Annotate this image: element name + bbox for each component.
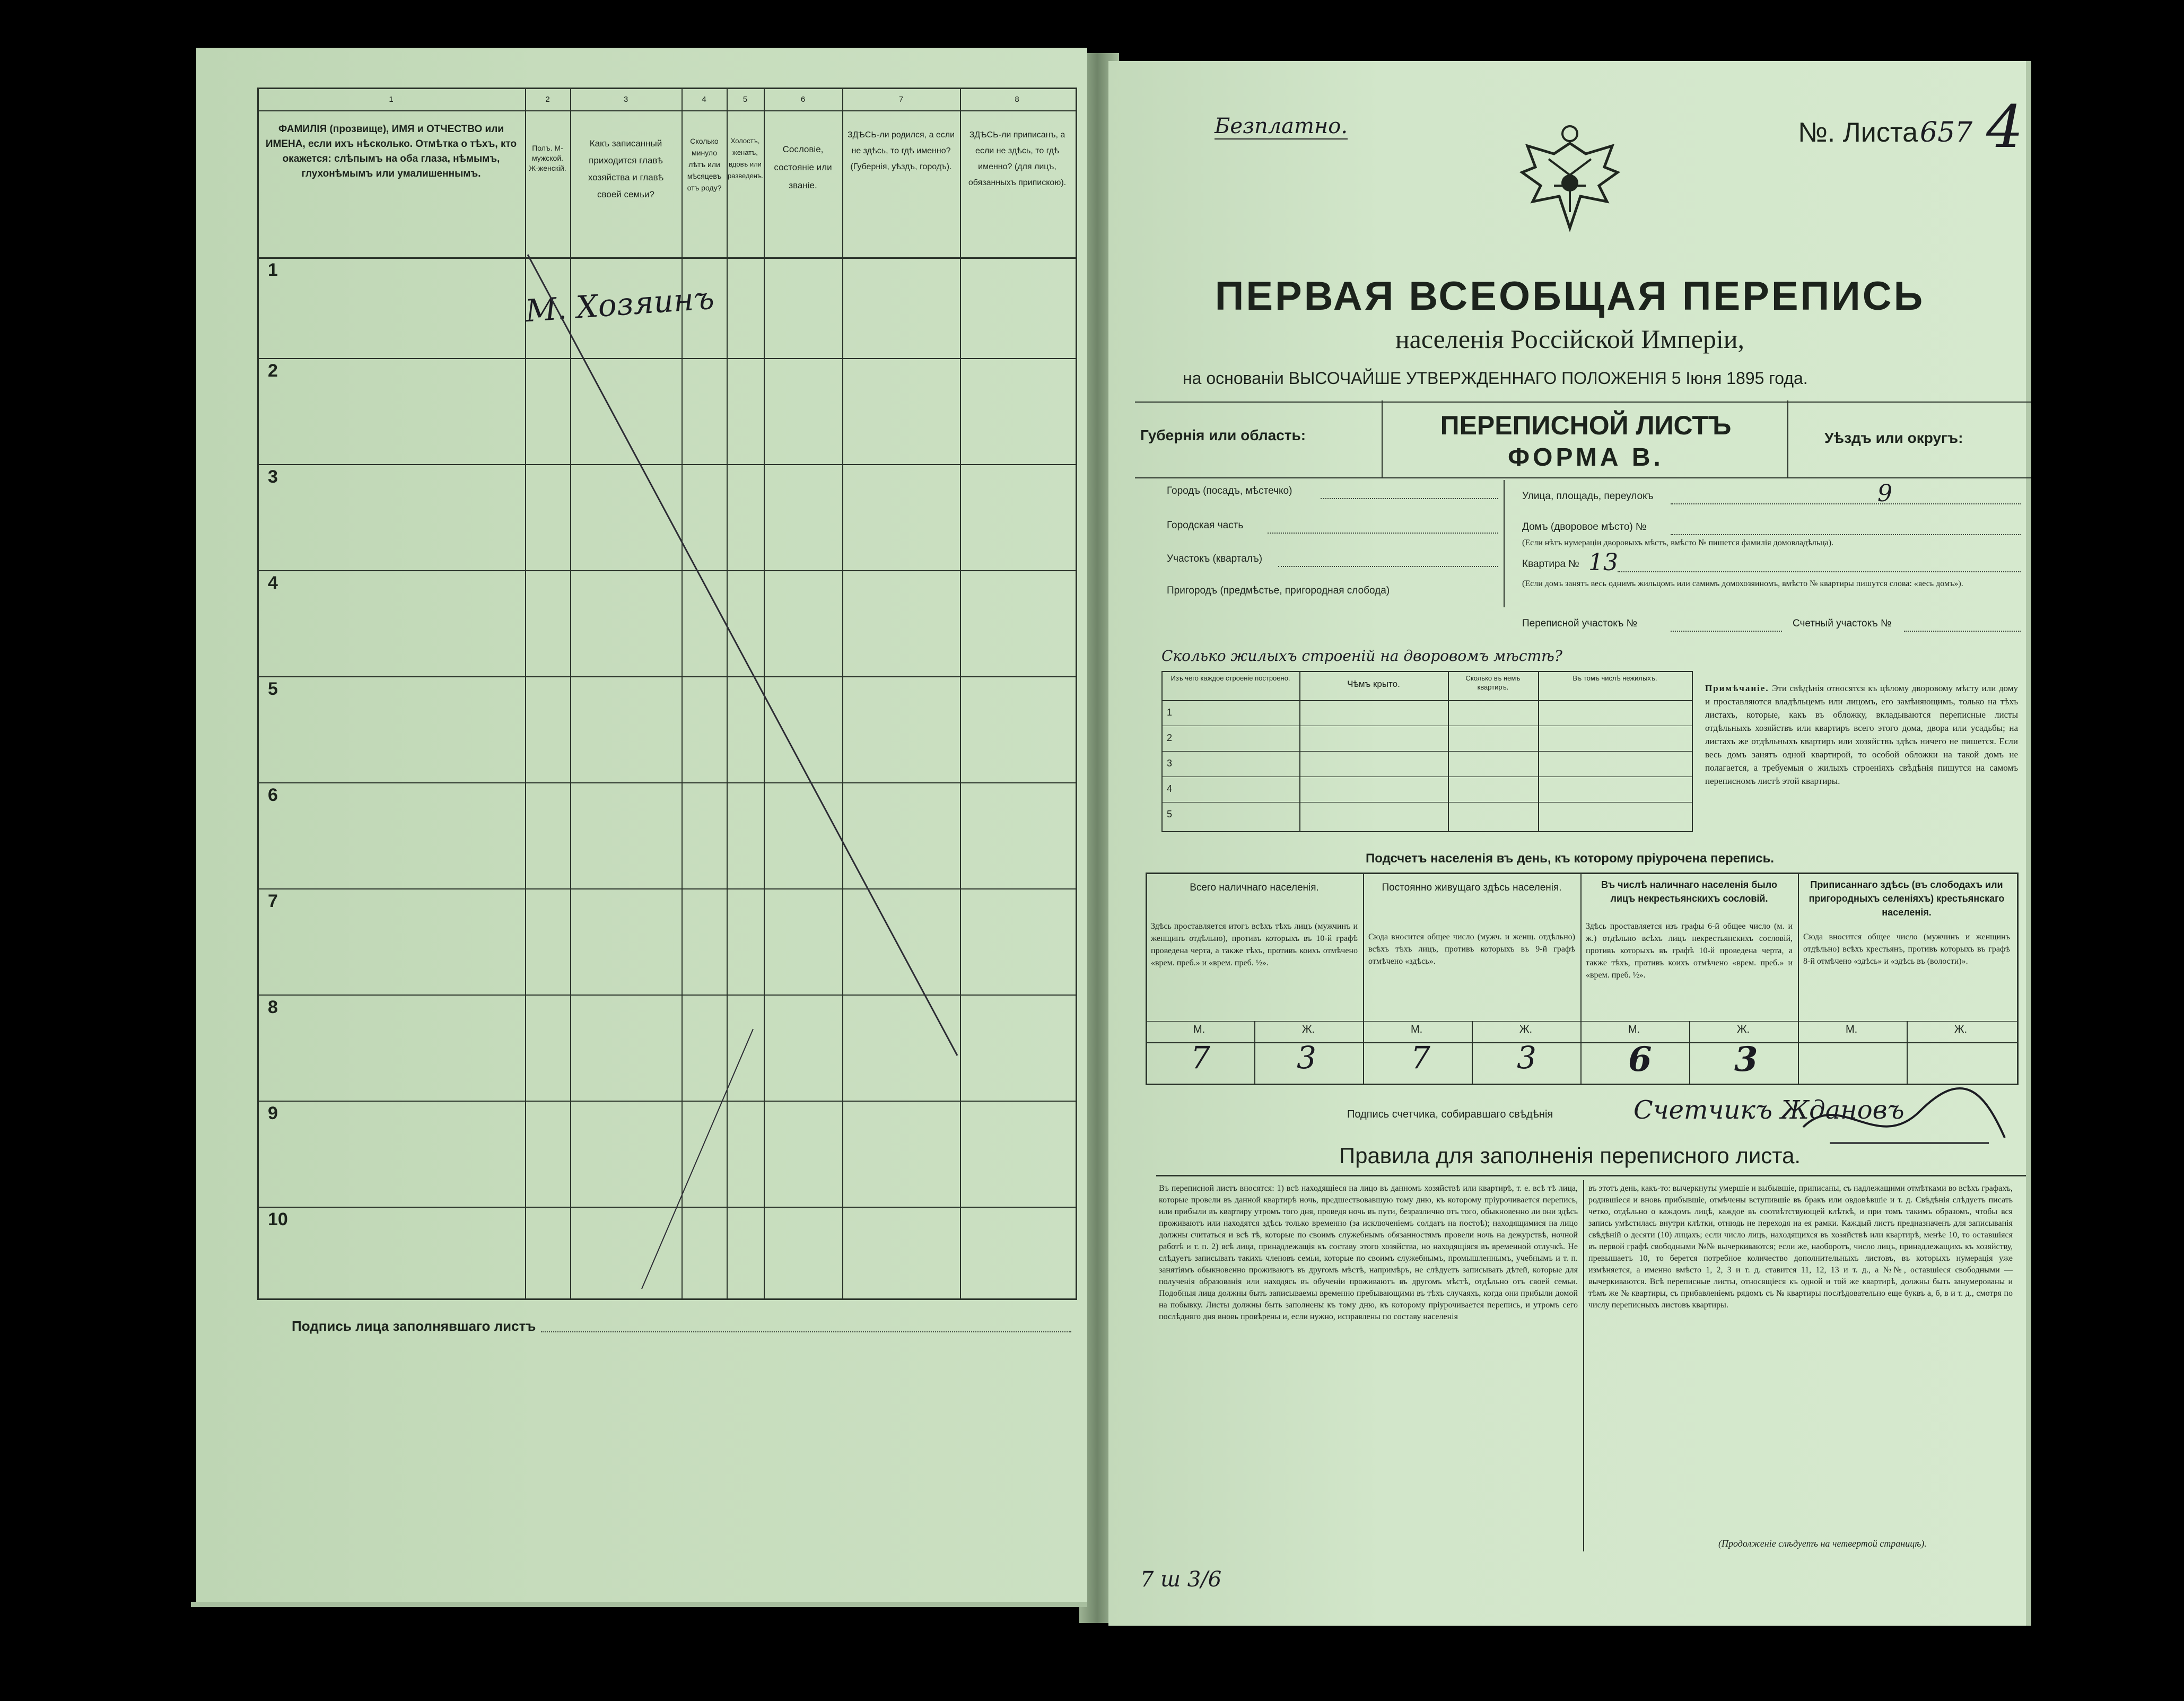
column-header-age: Сколько минуло лѣтъ или мѣсяцевъ отъ роду?	[687, 137, 722, 192]
tally-f-label: Ж.	[1302, 1024, 1315, 1035]
buildings-header: Въ томъ числѣ нежилыхъ.	[1573, 674, 1657, 682]
buildings-note	[1705, 682, 2018, 788]
apartment-note: (Если домъ занятъ весь однимъ жильцомъ или самимъ домохозяиномъ, вмѣсто № квартиры пишутся слова: «весь домъ»).	[1522, 579, 1963, 588]
document-subtitle: населенія Россійской Имперіи,	[1395, 324, 1745, 354]
count-section-line	[1904, 630, 2021, 632]
tally-f-label: Ж.	[1737, 1024, 1750, 1035]
band-divider	[1382, 400, 1383, 477]
tally-mf-line	[1146, 1042, 2017, 1043]
tally-title: Подсчетъ населенія въ день, къ которому пріурочена перепись.	[1366, 851, 1774, 866]
buildings-row-line	[1161, 751, 1692, 752]
column-header-birthplace: ЗДѢСЬ-ли родился, а если не здѣсь, то гдѣ именно? (Губернія, уѣздъ, городъ).	[847, 130, 955, 171]
buildings-question: Сколько жилыхъ строеній на дворовомъ мѣстѣ?	[1161, 647, 1562, 665]
apartment-line	[1618, 570, 2021, 572]
right-page	[1108, 61, 2031, 1626]
address-line	[1321, 497, 1498, 499]
column-number: 3	[623, 95, 628, 104]
row-number: 9	[268, 1103, 278, 1123]
apartment-value: 13	[1588, 549, 1618, 576]
tally-m-label: М.	[1411, 1024, 1423, 1035]
sheet-number-value: 657	[1920, 117, 1973, 149]
province-label: Губернія или область:	[1140, 427, 1306, 443]
apartment-label: Квартира №	[1522, 559, 1579, 570]
counter-signature: Счетчикъ Ждановъ	[1633, 1095, 1905, 1125]
tally-mf-divider	[1907, 1021, 1908, 1084]
address-city-label: Городъ (посадъ, мѣстечко)	[1167, 485, 1292, 496]
left-page	[196, 48, 1087, 1607]
column-number: 5	[742, 95, 748, 104]
tally-col	[1363, 873, 1364, 1084]
row-number: 10	[268, 1209, 288, 1229]
tally-mf-divider	[1689, 1021, 1690, 1084]
address-divider	[1504, 480, 1505, 607]
tally-m-label: М.	[1628, 1024, 1640, 1035]
rules-rule	[1156, 1175, 2026, 1176]
tally-f-label: Ж.	[1519, 1024, 1533, 1035]
margin-number: 4	[1986, 93, 2023, 161]
house-line	[1671, 533, 2021, 535]
row-number: 4	[268, 573, 278, 593]
tally-permanent-m: 7	[1411, 1040, 1430, 1076]
tally-mf-divider	[1472, 1021, 1473, 1084]
tally-desc-peasant: Сюда вносится общее число (мужчинъ и женщинъ отдѣльно) всѣхъ крестьянъ, противъ которыхъ въ графѣ 8-й отмѣчено «здѣсь» и «здѣсь въ (волости)».	[1803, 932, 2010, 966]
column-header-registration: ЗДѢСЬ-ли приписанъ, а если не здѣсь, то гдѣ именно? (для лицъ, обязанныхъ припискою).	[968, 130, 1067, 187]
house-label: Домъ (дворовое мѣсто) №	[1522, 521, 1647, 533]
double-eagle-emblem-icon	[1517, 122, 1623, 239]
column-number: 4	[702, 95, 706, 104]
tally-mf-divider	[1254, 1021, 1255, 1084]
rules-divider	[1583, 1180, 1584, 1551]
tally-desc-permanent: Сюда вносится общее число (мужч. и женщ. отдѣльно) всѣхъ тѣхъ лицъ, противъ которыхъ въ 9-й графѣ отмѣчено «здѣсь».	[1368, 932, 1575, 966]
address-line	[1268, 531, 1498, 534]
column-number: 6	[800, 95, 806, 104]
tally-header-present: Всего наличнаго населенія.	[1190, 882, 1319, 893]
street-value: 9	[1877, 480, 1892, 507]
tally-f-label: Ж.	[1954, 1024, 1968, 1035]
buildings-row-number: 2	[1167, 732, 1173, 743]
tally-nonpeasant-m: 6	[1628, 1040, 1652, 1079]
tally-nonpeasant-f: 3	[1734, 1040, 1758, 1079]
rules-continuation: (Продолженіе слѣдуетъ на четвертой страницѣ).	[1718, 1538, 1927, 1549]
district-label: Уѣздъ или округъ:	[1824, 430, 1963, 446]
column-number: 1	[389, 95, 394, 104]
column-number: 7	[898, 95, 904, 104]
column-header-relation: Какъ записанный приходится главѣ хозяйства и главѣ своей семьи?	[588, 138, 664, 199]
tally-m-label: М.	[1193, 1024, 1205, 1035]
handwritten-entry: М. Хозяинъ	[524, 280, 715, 329]
row-number: 2	[268, 361, 278, 381]
bottom-note: 7 ш 3/6	[1140, 1567, 1222, 1592]
tally-col	[1580, 873, 1582, 1084]
column-header-marital: Холостъ, женатъ, вдовъ или разведенъ.	[728, 137, 764, 180]
buildings-header: Сколько въ немъ квартиръ.	[1465, 674, 1521, 691]
house-note: (Если нѣтъ нумераціи дворовыхъ мѣстъ, вмѣсто № пишется фамилія домовладѣльца).	[1522, 538, 1834, 547]
street-line	[1671, 502, 2021, 504]
census-section-label: Переписной участокъ №	[1522, 618, 1638, 629]
form-title: ПЕРЕПИСНОЙ ЛИСТЪ	[1440, 411, 1732, 440]
counter-signature-label: Подпись счетчика, собиравшаго свѣдѣнія	[1347, 1109, 1553, 1120]
row-number: 7	[268, 891, 278, 911]
band-divider	[1787, 400, 1788, 477]
free-label: Безплатно.	[1215, 114, 1348, 138]
cancel-line	[196, 48, 1087, 1607]
tally-desc-present: Здѣсь проставляется итогъ всѣхъ тѣхъ лицъ (мужчинъ и женщинъ отдѣльно), противъ которыхъ въ 10-й графѣ проведена черта, а также тѣхъ, противъ коихъ отмѣчено «врем. преб.» и «врем. преб. ½».	[1151, 922, 1358, 967]
document-basis: на основаніи ВЫСОЧАЙШЕ УТВЕРЖДЕННАГО ПОЛОЖЕНІЯ 5 Іюня 1895 года.	[1183, 369, 1808, 388]
tally-permanent-f: 3	[1517, 1040, 1536, 1076]
band-bottom	[1135, 477, 2031, 478]
census-section-line	[1671, 630, 1782, 632]
rules-right-column: въ этотъ день, какъ-то: вычеркнуты умершіе и выбывшіе, приписаны, съ надлежащими отмѣтками во всѣхъ графахъ, родившіеся и вновь прибывшіе, отмѣчены вступившіе въ бракъ или овдовѣвшіе и т. д. Свѣдѣнія слѣдуетъ писать четко, отдѣльно о каждомъ лицѣ, каждое въ соотвѣтствующей клѣткѣ, и при томъ такимъ образомъ, чтобы вся запись умѣстилась внутри клѣтки, отнюдь не переходя на ея рамки. Каждый листъ предназначенъ для записыванія свѣдѣній о десяти (10) лицахъ; если число лицъ, находящихся въ хозяйствѣ или квартирѣ, менѣе 10, то оставшіяся въ первой графѣ свободными №№ вычеркиваются; если же, наоборотъ, число лицъ, принадлежащихъ къ хозяйству, превышаетъ 10, то берется потребное количество дополнительныхъ листовъ, въ которыхъ нумерація уже измѣняется, а именно вмѣсто 1, 2, 3 и т. д. ставится 11, 12, 13 и т. д., а №№, оставшіеся свободными — вычеркиваются. Всѣ переписные листы, относящіеся къ одной и той же квартирѣ, должны быть занумерованы и тѣмъ же № квартиры, съ прибавленіемъ рядомъ съ № квартиры послѣдовательно еще буквъ а, б, в и т. д., смотря по числу переписныхъ листовъ квартиры.	[1588, 1184, 2013, 1310]
sheet-number-label: №. Листа	[1798, 117, 1918, 148]
row-number: 8	[268, 997, 278, 1017]
column-number: 8	[1015, 95, 1019, 104]
signature-label: Подпись лица заполнявшаго листъ	[292, 1318, 536, 1334]
tally-header-permanent: Постоянно живущаго здѣсь населенія.	[1382, 882, 1562, 893]
buildings-header-line	[1161, 700, 1692, 701]
column-number: 2	[545, 95, 550, 104]
tally-col	[1798, 873, 1799, 1084]
buildings-row-number: 3	[1167, 758, 1173, 769]
document-title: ПЕРВАЯ ВСЕОБЩАЯ ПЕРЕПИСЬ	[1215, 274, 1925, 319]
buildings-header: Чѣмъ крыто.	[1347, 679, 1400, 689]
address-district-label: Участокъ (кварталъ)	[1167, 553, 1263, 564]
buildings-header: Изъ чего каждое строеніе построено.	[1170, 674, 1290, 682]
tally-present-f: 3	[1297, 1040, 1316, 1076]
note-title: Примѣчаніе.	[1705, 683, 1769, 693]
row-number: 6	[268, 785, 278, 805]
buildings-row-number: 1	[1167, 707, 1173, 718]
buildings-table	[1161, 671, 1693, 832]
tally-mf-top	[1146, 1021, 2017, 1022]
buildings-row-number: 5	[1167, 809, 1173, 819]
row-number: 3	[268, 467, 278, 487]
tally-header-nonpeasant: Въ числѣ наличнаго населенія было лицъ некрестьянскихъ сословій.	[1601, 879, 1777, 904]
column-header-estate: Сословіе, состояніе или званіе.	[774, 144, 832, 190]
street-label: Улица, площадь, переулокъ	[1522, 491, 1654, 502]
tally-header-peasant: Приписаннаго здѣсь (въ слободахъ или пригородныхъ селеніяхъ) крестьянскаго населенія.	[1809, 879, 2005, 918]
signature-line	[541, 1330, 1071, 1332]
address-line	[1278, 565, 1498, 567]
tally-present-m: 7	[1191, 1040, 1210, 1076]
row-number: 5	[268, 679, 278, 699]
tally-m-label: М.	[1846, 1024, 1858, 1035]
column-header-name: ФАМИЛІЯ (прозвище), ИМЯ и ОТЧЕСТВО или ИМЕНА, если ихъ нѣсколько. Отмѣтка о тѣхъ, кто окажется: слѣпымъ на оба глаза, нѣмымъ, глухонѣмымъ или умалишеннымъ.	[265, 124, 517, 179]
note-text: Эти свѣдѣнія относятся къ цѣлому дворовому мѣсту или дому и проставляются владѣльцемъ или лицомъ, его замѣняющимъ, только на тѣхъ листахъ, которые, какъ въ обложку, вкладываются переписные листы отдѣльныхъ хозяйствъ или квартиръ всего этого дома, двора или усадьбы; на листахъ же отдѣльныхъ квартиръ или хозяйствъ здѣсь ничего не пишется. Если весь домъ занятъ одной квартирой, то особой обложки на такой домъ не полагается, а требуемыя о жилыхъ строеніяхъ свѣдѣнія пишутся на самомъ переписномъ листѣ этой квартиры.	[1705, 683, 2018, 786]
buildings-row-number: 4	[1167, 783, 1173, 794]
address-part-label: Городская часть	[1167, 520, 1244, 531]
address-suburb-label: Пригородъ (предмѣстье, пригородная слобода)	[1167, 585, 1390, 596]
band-top	[1135, 402, 2031, 403]
column-header-sex: Полъ. М-мужской. Ж-женскій.	[529, 144, 566, 172]
tally-desc-nonpeasant: Здѣсь проставляется изъ графы 6-й общее число (м. и ж.) отдѣльно всѣхъ лицъ некрестьянскихъ сословій, противъ которыхъ въ графѣ 10-й проведена черта, а также тѣхъ, противъ коихъ отмѣчено «врем. преб.» и «врем. преб. ½».	[1586, 922, 1793, 980]
rules-left-column: Въ переписной листъ вносятся: 1) всѣ находящіеся на лицо въ данномъ хозяйствѣ или квартирѣ, т. е. всѣ тѣ лица, которые провели въ данной квартирѣ ночь, предшествовавшую тому дню, къ которому пріурочивается перепись, или прибыли въ квартиру утромъ того дня, проведя ночь въ пути, безразлично отъ того, обыкновенно ли они здѣсь проживаютъ или находятся здѣсь только временно (за исключеніемъ солдатъ на постоѣ); находящимися на лицо должны считаться и всѣ тѣ, которые по своимъ служебнымъ обязанностямъ провели ночь на дежурствѣ, ночной работѣ и т. п. 2) всѣ лица, принадлежащія къ составу этого хозяйства, но находящіяся въ временной отлучкѣ. Не слѣдуетъ записывать такихъ членовъ семьи, которые по своимъ служебнымъ, промышленнымъ, учебнымъ и т. п. занятіямъ обыкновенно проживаютъ въ другомъ мѣстѣ, напримѣръ, не слѣдуетъ записывать дѣтей, которые для полученія образованія или находясь въ обученіи проживаютъ въ другомъ мѣстѣ, отдѣльно отъ своей семьи. Подобныя лица должны быть записываемы временно пребывающими въ тѣхъ случаяхъ, когда они прибыли домой на побывку. Листы должны быть заполнены къ тому дню, къ которому пріурочивается перепись, и утромъ сего послѣдняго дня вновь провѣрены и, если нужно, исправлены по составу населенія	[1159, 1184, 1578, 1321]
count-section-label: Счетный участокъ №	[1793, 618, 1892, 629]
rules-title: Правила для заполненія переписного листа.	[1339, 1143, 1801, 1168]
form-name: ФОРМА В.	[1508, 443, 1664, 472]
row-number: 1	[268, 260, 278, 280]
